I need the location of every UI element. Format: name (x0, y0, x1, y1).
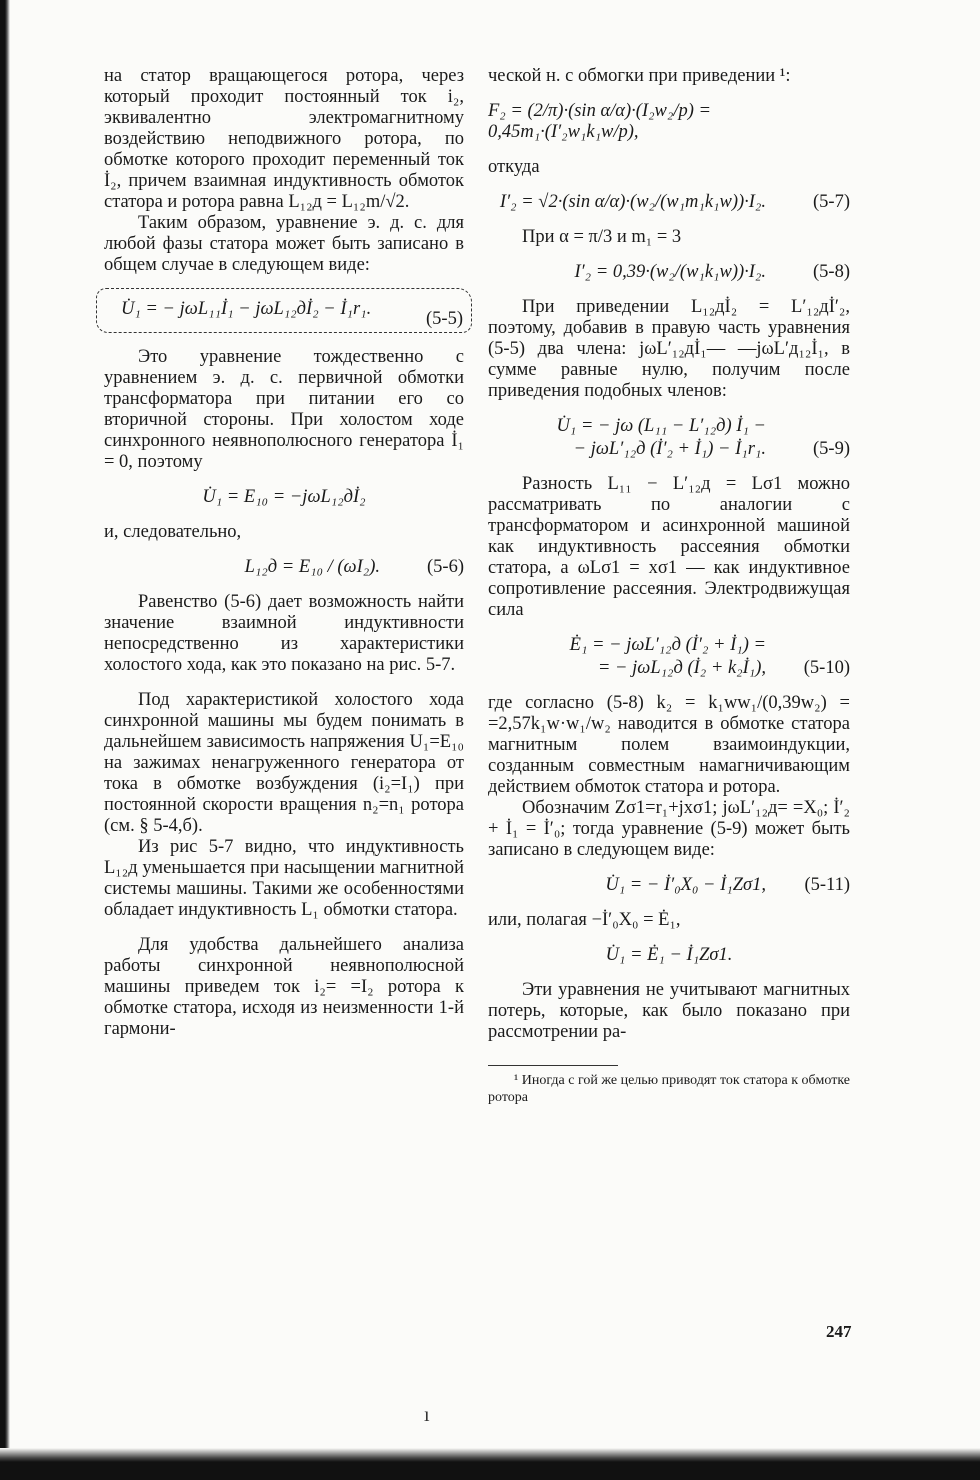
paragraph-k2-coefficient: где согласно (5-8) k₂ = k₁ww₁/(0,39w₂) = =2,57k₁w·w₁/w₂ наводится в обмотке статора магнитным полем взаимоиндукции, созданным совместным намагничивающим действием обмоток статора и ротора. (488, 693, 850, 797)
paragraph-leakage-inductance: Разность L₁₁ − L′₁₂д = Lσ1 можно рассматривать по аналогии с трансформатором и асинхронной машиной как индуктивность рассеяния обмотки статора, а ωLσ1 = xσ1 — как индуктивное сопротивление рассеяния. Электродвижущая сила (488, 474, 850, 620)
paragraph-emf-equation-intro: Таким образом, уравнение э. д. с. для любой фазы статора может быть записано в общем случае в следующем виде: (104, 213, 464, 275)
equation-f2: F₂ = (2/π)·(sin α/α)·(I₂w₂/p) = 0,45m₁·(I′₂w₁k₁w/p), (488, 101, 711, 142)
equation-5-9-number: (5-9) (813, 439, 850, 459)
paragraph-further-analysis: Для удобства дальнейшего анализа работы синхронной неявнополюсной машины приведем ток i₂= =I₂ ротора к обмотке статора, исходя из неизменности 1-й гармони- (104, 935, 464, 1039)
left-column (104, 66, 464, 1040)
equation-5-11: U̇₁ = − İ′₀X₀ − İ₁Zσ1, (605, 875, 766, 895)
equation-5-9-line-2: − jωL′₁₂д (İ′₂ + İ₁) − İ₁r₁. (573, 439, 766, 459)
equation-5-5: U̇₁ = − jωL₁₁İ₁ − jωL₁₂дİ₂ − İ₁r₁. (121, 299, 372, 319)
equation-5-10-line-1: Ė₁ = − jωL′₁₂д (İ′₂ + İ₁) = (569, 635, 766, 655)
equation-final: U̇₁ = Ė₁ − İ₁Zσ1. (605, 945, 733, 965)
equation-5-6-number: (5-6) (427, 557, 464, 577)
equation-5-10-row (488, 658, 850, 679)
scan-shadow-left (0, 0, 10, 1480)
equation-5-5-number: (5-5) (426, 309, 463, 329)
equation-5-8-row (488, 262, 850, 283)
paragraph-stator-rotor: на статор вращающегося ротора, через который проходит постоянный ток i₂, эквивалентно электромагнитному воздействию неподвижного ротора, по обмотке которого проходит переменный ток İ₂, причем взаимная индуктивность обмоток статора и ротора равна L₁₂д = L₁₂m/√2. (104, 66, 464, 212)
paragraph-reduction-terms: При приведении L₁₂дİ₂ = L′₁₂дİ′₂, поэтому, добавив в правую часть уравнения (5-5) два члена: jωL′₁₂дİ₁— —jωL′д₁₂İ₁, в сумме равные нулю, получим после приведения подобных членов: (488, 297, 850, 401)
equation-5-10-number: (5-10) (803, 658, 850, 678)
paragraph-equality-5-6: Равенство (5-6) дает возможность найти значение взаимной индуктивности непосредственно из характеристики холостого хода, как это показано на рис. 5-7. (104, 592, 464, 675)
paragraph-transformer-analogy: Это уравнение тождественно с уравнением э. д. с. первичной обмотки трансформатора при питании его со вторичной стороны. При холостом ходе синхронного неявнополюсного генератора İ₁ = 0, поэтому (104, 347, 464, 472)
equation-no-load: U̇₁ = E₁₀ = −jωL₁₂дİ₂ (202, 487, 366, 507)
scan-shadow-bottom (0, 1448, 980, 1480)
scan-speck-mark: ı (424, 1404, 430, 1426)
paragraph-notation: Обозначим Zσ1=r₁+jxσ1; jωL′₁₂д= =X₀; İ′₂ + İ₁ = İ′₀; тогда уравнение (5-9) может быть записано в следующем виде: (488, 798, 850, 860)
right-column (488, 66, 850, 1106)
equation-5-11-row (488, 875, 850, 896)
paragraph-therefore: и, следовательно, (104, 522, 242, 542)
equation-5-11-number: (5-11) (804, 875, 850, 895)
equation-5-8-number: (5-8) (813, 262, 850, 282)
paragraph-or-assuming: или, полагая −İ′₀X₀ = Ė₁, (488, 910, 681, 930)
equation-5-9-line-1: U̇₁ = − jω (L₁₁ − L′₁₂д) İ₁ − (556, 416, 766, 436)
equation-5-8: I′₂ = 0,39·(w₂/(w₁k₁w))·I₂. (574, 262, 766, 282)
page-number: 247 (826, 1322, 852, 1341)
footnote-divider (488, 1065, 618, 1066)
paragraph-mmf-reduction: ческой н. с обмогки при приведении ¹: (488, 66, 791, 86)
equation-5-5-box (96, 288, 472, 333)
equation-5-9-row (488, 439, 850, 460)
paragraph-alpha-condition: При α = π/3 и m₁ = 3 (522, 227, 682, 247)
equation-5-10-line-2: = − jωL₁₂д (İ₂ + k₂İ₁), (597, 658, 766, 678)
paragraph-magnetic-losses: Эти уравнения не учитывают магнитных потерь, которые, как было показано при рассмотрении ра- (488, 980, 850, 1042)
equation-5-6: L₁₂д = E₁₀ / (ωI₂). (244, 557, 380, 577)
equation-5-6-row (104, 557, 464, 578)
paragraph-whence: откуда (488, 157, 540, 177)
paragraph-no-load-characteristic: Под характеристикой холостого хода синхронной машины мы будем понимать в дальнейшем зависимость напряжения U₁=E₁₀ на зажимах ненагруженного генератора от тока в обмотке возбуждения (i₂=I₁) при постоянной скорости вращения n₂=n₁ ротора (см. § 5-4,б). (104, 690, 464, 836)
equation-5-7-number: (5-7) (813, 192, 850, 212)
footnote: ¹ Иногда с гой же целью приводят ток статора к обмотке ротора (488, 1073, 850, 1105)
equation-5-7: I′₂ = √2·(sin α/α)·(w₂/(w₁m₁k₁w))·I₂. (499, 192, 766, 212)
paragraph-figure-5-7: Из рис 5-7 видно, что индуктивность L₁₂д уменьшается при насыщении магнитной системы машины. Такими же особенностями обладает индуктивность L₁ обмотки статора. (104, 837, 464, 920)
equation-5-7-row (488, 192, 850, 213)
